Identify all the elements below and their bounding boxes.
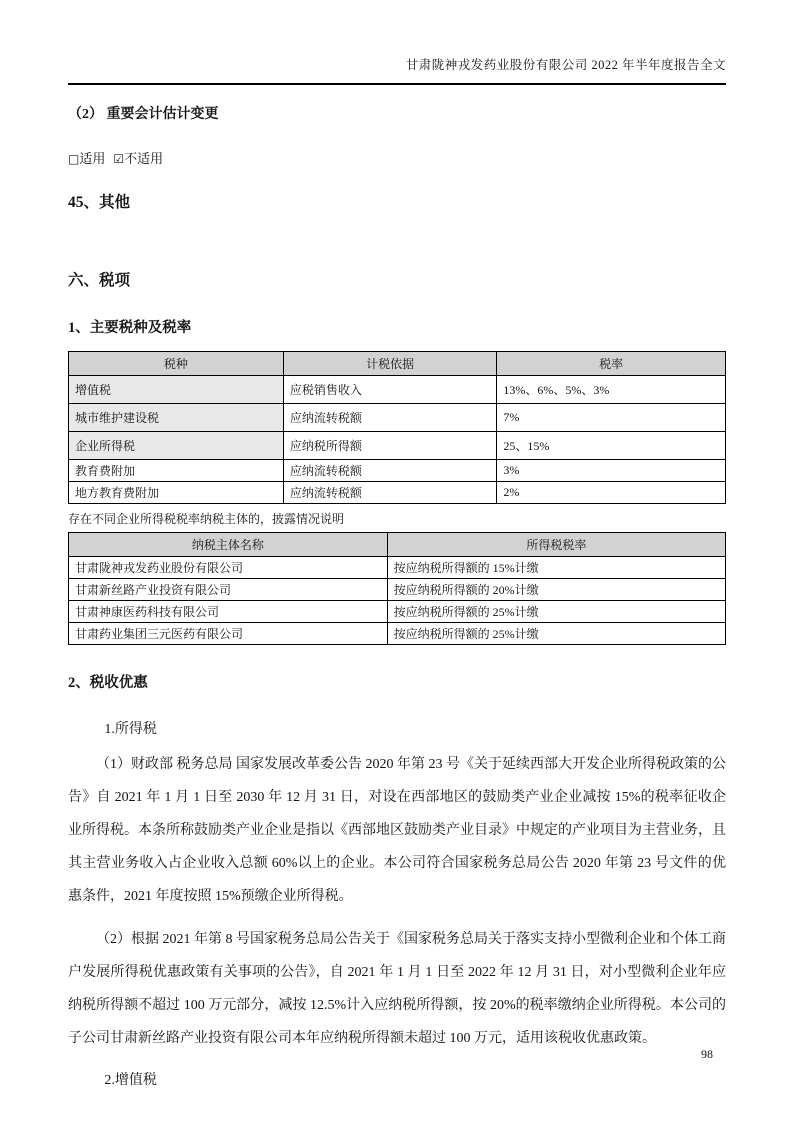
table-row	[69, 376, 726, 404]
table-cell: 应纳流转税额	[283, 482, 497, 504]
table-row	[69, 579, 726, 601]
table-row	[69, 601, 726, 623]
col-header-income-tax-rate: 所得税税率	[387, 533, 725, 557]
table-cell: 7%	[497, 404, 726, 432]
vat-item: 2.增值税	[104, 1073, 157, 1089]
table-cell: 2%	[497, 482, 726, 504]
table-row	[69, 404, 726, 432]
col-header-tax-type: 税种	[69, 352, 284, 376]
table-cell: 增值税	[69, 376, 284, 404]
page-number: 98	[701, 1047, 713, 1061]
checkbox-checked-icon: ☑	[113, 152, 125, 167]
col-header-tax-rate: 税率	[497, 352, 726, 376]
table-cell: 25、15%	[497, 432, 726, 460]
heading-tax-preferences: 2、税收优惠	[68, 675, 148, 692]
table-cell: 甘肃新丝路产业投资有限公司	[69, 579, 388, 601]
different-rate-note: 存在不同企业所得税税率纳税主体的，披露情况说明	[68, 512, 345, 527]
col-header-tax-basis: 计税依据	[283, 352, 497, 376]
applicability-line	[68, 148, 726, 167]
table-row	[69, 482, 726, 504]
table-cell: 应税销售收入	[283, 376, 497, 404]
table-cell: 甘肃神康医药科技有限公司	[69, 601, 388, 623]
entity-rates-table	[68, 532, 726, 645]
table-cell: 企业所得税	[69, 432, 284, 460]
table-header-row	[69, 533, 726, 557]
table-cell: 甘肃药业集团三元医药有限公司	[69, 623, 388, 645]
checkbox-unchecked-icon: □	[68, 152, 80, 167]
heading-main-taxes: 1、主要税种及税率	[68, 320, 192, 337]
heading-tax-chapter: 六、税项	[68, 272, 131, 290]
heading-accounting-estimate-change: （2） 重要会计估计变更	[68, 107, 219, 123]
table-cell: 应纳流转税额	[283, 404, 497, 432]
table-header-row	[69, 352, 726, 376]
tax-rates-table	[68, 351, 726, 504]
table-cell: 按应纳税所得额的 20%计缴	[387, 579, 725, 601]
table-cell: 地方教育费附加	[69, 482, 284, 504]
income-tax-item: 1.所得税	[104, 722, 157, 738]
income-tax-paragraph-2: （2）根据 2021 年第 8 号国家税务总局公告关于《国家税务总局关于落实支持小型微利企业和个体工商户发展所得税优惠政策有关事项的公告》，自 2021 年 1 月 1 日至 2022 年 12 月 31 日，对小型微利企业年应纳税所得额不超过 100 万元部分，减按 12.5%计入应纳税所得额，按 20%的税率缴纳企业所得税。本公司的子公司甘肃新丝路产业投资有限公司本年应纳税所得额未超过 100 万元，适用该税收优惠政策。	[68, 932, 726, 1047]
not-applicable-label: 不适用	[124, 151, 164, 167]
table-cell: 13%、6%、5%、3%	[497, 376, 726, 404]
table-row	[69, 460, 726, 482]
table-cell: 教育费附加	[69, 460, 284, 482]
table-cell: 按应纳税所得额的 25%计缴	[387, 623, 725, 645]
table-cell: 甘肃陇神戎发药业股份有限公司	[69, 557, 388, 579]
table-cell: 城市维护建设税	[69, 404, 284, 432]
col-header-entity-name: 纳税主体名称	[69, 533, 388, 557]
table-cell: 应纳税所得额	[283, 432, 497, 460]
table-cell: 3%	[497, 460, 726, 482]
table-row	[69, 432, 726, 460]
table-cell: 按应纳税所得额的 15%计缴	[387, 557, 725, 579]
applicable-label: 适用	[79, 151, 106, 167]
table-cell: 按应纳税所得额的 25%计缴	[387, 601, 725, 623]
heading-other: 45、其他	[68, 194, 131, 212]
table-row	[69, 557, 726, 579]
header-divider	[68, 83, 726, 85]
running-header: 甘肃陇神戎发药业股份有限公司 2022 年半年度报告全文	[405, 58, 726, 72]
table-row	[69, 623, 726, 645]
income-tax-paragraph-1: （1）财政部 税务总局 国家发展改革委公告 2020 年第 23 号《关于延续西部大开发企业所得税政策的公告》自 2021 年 1 月 1 日至 2030 年 12 月 31 日，对设在西部地区的鼓励类产业企业减按 15%的税率征收企业所得税。本条所称鼓励类产业企业是指以《西部地区鼓励类产业目录》中规定的产业项目为主营业务，且其主营业务收入占企业收入总额 60%以上的企业。本公司符合国家税务总局公告 2020 年第 23 号文件的优惠条件，2021 年度按照 15%预缴企业所得税。	[68, 757, 726, 905]
table-cell: 应纳流转税额	[283, 460, 497, 482]
